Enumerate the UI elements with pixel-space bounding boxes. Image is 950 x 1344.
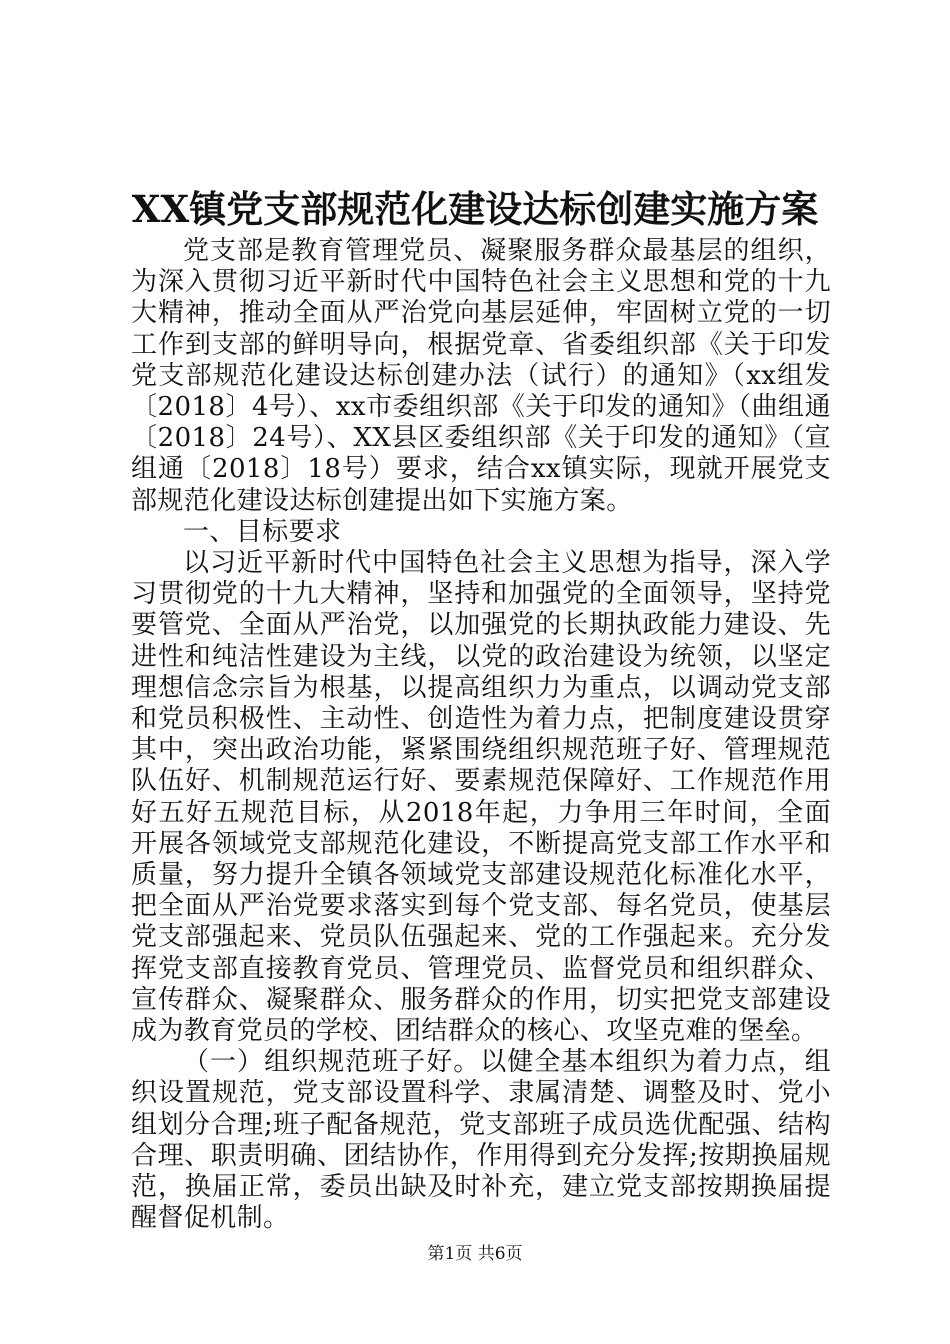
section-heading-goals: 一、目标要求 [183,516,342,547]
intro-paragraph: 党支部是教育管理党员、凝聚服务群众最基层的组织，为深入贯彻习近平新时代中国特色社会主义思想和党的十九大精神，推动全面从严治党向基层延伸，牢固树立党的一切工作到支部的鲜明导向，根据党章、省委组织部《关于印发党支部规范化建设达标创建办法（试行）的通知》（xx组发〔2018〕4号）、xx市委组织部《关于印发的通知》（曲组通〔2018〕24号）、XX县区委组织部《关于印发的通知》（宣组通〔2018〕18号）要求，结合xx镇实际，现就开展党支部规范化建设达标创建提出如下实施方案。 [131,236,831,516]
page-footer: 第1页 共6页 [427,1244,523,1264]
goals-paragraph: 以习近平新时代中国特色社会主义思想为指导，深入学习贯彻党的十九大精神，坚持和加强党的全面领导，坚持党要管党、全面从严治党，以加强党的长期执政能力建设、先进性和纯洁性建设为主线，以党的政治建设为统领，以坚定理想信念宗旨为根基，以提高组织力为重点，以调动党支部和党员积极性、主动性、创造性为着力点，把制度建设贯穿其中，突出政治功能，紧紧围绕组织规范班子好、管理规范队伍好、机制规范运行好、要素规范保障好、工作规范作用好五好五规范目标，从2018年起，力争用三年时间，全面开展各领域党支部规范化建设，不断提高党支部工作水平和质量，努力提升全镇各领域党支部建设规范化标准化水平，把全面从严治党要求落实到每个党支部、每名党员，使基层党支部强起来、党员队伍强起来、党的工作强起来。充分发挥党支部直接教育党员、管理党员、监督党员和组织群众、宣传群众、凝聚群众、服务群众的作用，切实把党支部建设成为教育党员的学校、团结群众的核心、攻坚克难的堡垒。 [131,548,831,1047]
document-body [131,236,831,1235]
organization-paragraph: （一）组织规范班子好。以健全基本组织为着力点，组织设置规范，党支部设置科学、隶属清楚、调整及时、党小组划分合理;班子配备规范，党支部班子成员选优配强、结构合理、职责明确、团结协作，作用得到充分发挥;按期换届规范，换届正常，委员出缺及时补充，建立党支部按期换届提醒督促机制。 [131,1047,831,1234]
document-title: XX镇党支部规范化建设达标创建实施方案 [131,187,819,231]
